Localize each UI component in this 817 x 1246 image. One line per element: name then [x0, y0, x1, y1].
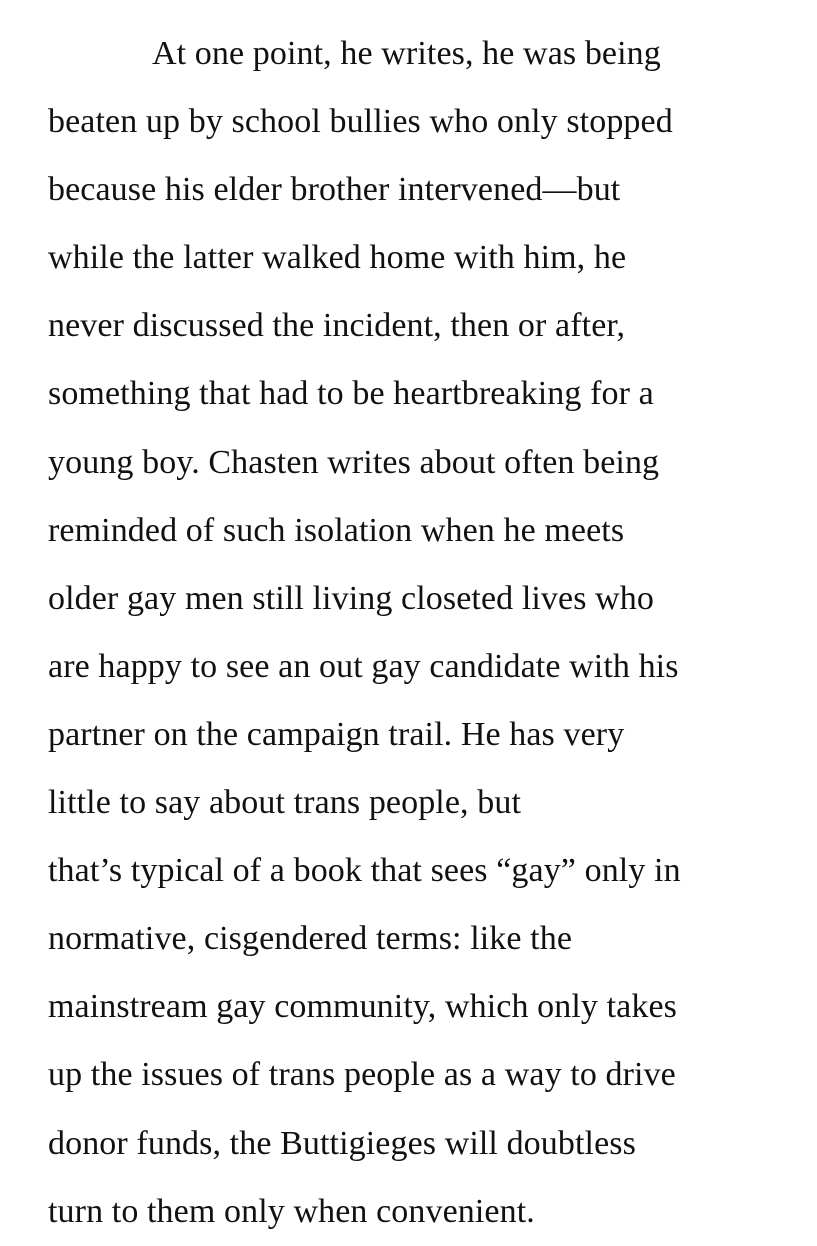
- text-line-6: something that had to be heartbreaking for a: [48, 375, 654, 413]
- text-line-2: beaten up by school bullies who only stopped: [48, 103, 673, 141]
- text-line-13: that’s typical of a book that sees “gay” only in: [48, 852, 681, 890]
- text-line-15: mainstream gay community, which only takes: [48, 988, 677, 1026]
- text-line-11: partner on the campaign trail. He has very: [48, 715, 625, 753]
- text-line-18: turn to them only when convenient.: [48, 1192, 535, 1230]
- text-line-8: reminded of such isolation when he meets: [48, 511, 625, 549]
- text-line-4: while the latter walked home with him, he: [48, 239, 627, 277]
- text-line-9: older gay men still living closeted lives who: [48, 579, 655, 617]
- text-line-17: donor funds, the Buttigieges will doubtless: [48, 1124, 636, 1162]
- text-line-10: are happy to see an out gay candidate with his: [48, 647, 679, 685]
- text-line-5: never discussed the incident, then or after,: [48, 307, 626, 345]
- text-line-3: because his elder brother intervened—but: [48, 171, 621, 209]
- text-line-7: young boy. Chasten writes about often being: [48, 443, 660, 481]
- text-line-14: normative, cisgendered terms: like the: [48, 920, 573, 958]
- body-paragraph: [48, 20, 808, 1246]
- text-line-12: little to say about trans people, but: [48, 784, 521, 822]
- text-line-1: At one point, he writes, he was being: [152, 35, 661, 72]
- text-line-16: up the issues of trans people as a way to drive: [48, 1056, 676, 1094]
